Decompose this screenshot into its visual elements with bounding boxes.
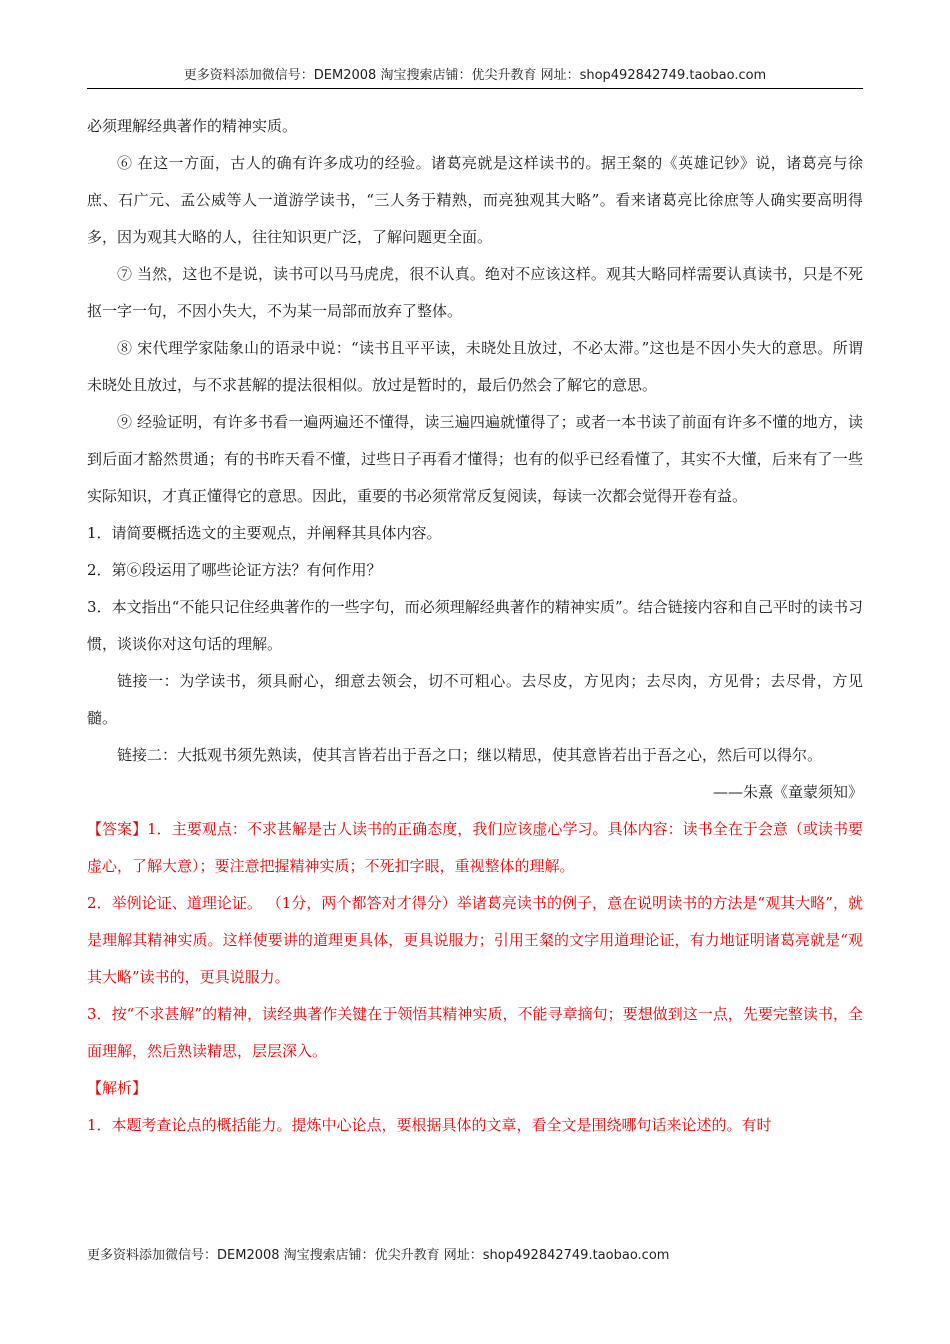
- analysis-1: 1．本题考查论点的概括能力。提炼中心论点，要根据具体的文章，看全文是围绕哪句话来论述的。有时: [87, 1116, 772, 1134]
- answer-1: 【答案】1．主要观点：不求甚解是古人读书的正确态度，我们应该虚心学习。具体内容：读书全在于会意（或读书要虚心，了解大意）；要注意把握精神实质；不死扣字眼，重视整体的理解。: [87, 820, 863, 875]
- page-footer: 更多资料添加微信号：DEM2008 淘宝搜索店铺：优尖升教育 网址：shop492842749.taobao.com: [87, 1248, 670, 1263]
- link-2: 链接二：大抵观书须先熟读，使其言皆若出于吾之口；继以精思，使其意皆若出于吾之心，然后可以得尔。: [117, 746, 823, 764]
- paragraph-6: ⑥ 在这一方面，古人的确有许多成功的经验。诸葛亮就是这样读书的。据王粲的《英雄记钞》说，诸葛亮与徐庶、石广元、孟公威等人一道游学读书，“三人务于精熟，而亮独观其大略”。看来诸葛亮比徐庶等人确实要高明得多，因为观其大略的人，往往知识更广泛，了解问题更全面。: [87, 154, 863, 246]
- analysis-label: 【解析】: [87, 1079, 148, 1097]
- document-body: [87, 108, 863, 1144]
- paragraph-8: ⑧ 宋代理学家陆象山的语录中说：“读书且平平读，未晓处且放过，不必太滞。”这也是不因小失大的意思。所谓未晓处且放过，与不求甚解的提法很相似。放过是暂时的，最后仍然会了解它的意思。: [87, 339, 863, 394]
- quote-source: ——朱熹《童蒙须知》: [712, 783, 863, 801]
- answer-2: 2．举例论证、道理论证。 （1分，两个都答对才得分）举诸葛亮读书的例子，意在说明读书的方法是“观其大略”，就是理解其精神实质。这样使要讲的道理更具体，更具说服力；引用王粲的文字用道理论证，有力地证明诸葛亮就是“观其大略”读书的，更具说服力。: [87, 894, 863, 986]
- paragraph-continued: 必须理解经典著作的精神实质。: [87, 117, 298, 135]
- answer-3: 3．按“不求甚解”的精神，读经典著作关键在于领悟其精神实质，不能寻章摘句；要想做到这一点，先要完整读书，全面理解，然后熟读精思，层层深入。: [87, 1005, 863, 1060]
- link-1: 链接一：为学读书，须具耐心，细意去领会，切不可粗心。去尽皮，方见肉；去尽肉，方见骨；去尽骨，方见髓。: [87, 672, 863, 727]
- paragraph-7: ⑦ 当然，这也不是说，读书可以马马虎虎，很不认真。绝对不应该这样。观其大略同样需要认真读书，只是不死抠一字一句，不因小失大，不为某一局部而放弃了整体。: [87, 265, 863, 320]
- paragraph-9: ⑨ 经验证明，有许多书看一遍两遍还不懂得，读三遍四遍就懂得了；或者一本书读了前面有许多不懂的地方，读到后面才豁然贯通；有的书昨天看不懂，过些日子再看才懂得；也有的似乎已经看懂了，其实不大懂，后来有了一些实际知识，才真正懂得它的意思。因此，重要的书必须常常反复阅读，每读一次都会觉得开卷有益。: [87, 413, 863, 505]
- question-3: 3．本文指出“不能只记住经典著作的一些字句，而必须理解经典著作的精神实质”。结合链接内容和自己平时的读书习惯，谈谈你对这句话的理解。: [87, 598, 863, 653]
- page-header: 更多资料添加微信号：DEM2008 淘宝搜索店铺：优尖升教育 网址：shop492842749.taobao.com: [87, 64, 863, 89]
- question-1: 1．请简要概括选文的主要观点，并阐释其具体内容。: [87, 524, 442, 542]
- question-2: 2．第⑥段运用了哪些论证方法？有何作用？: [87, 561, 382, 579]
